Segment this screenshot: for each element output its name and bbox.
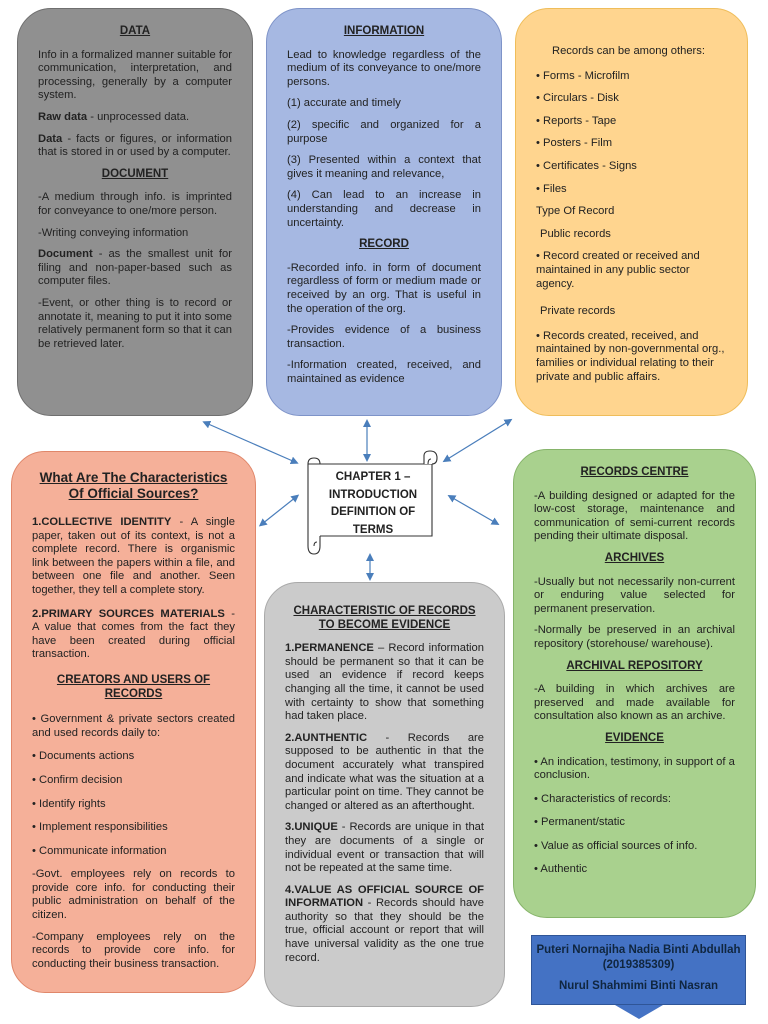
permanence-point: 1.PERMANENCE – Record information should be permanent so that it can be used an evidence if record keeps changing all the time, it cannot be used with certainty to show that something had taken place. [285,642,484,723]
archives-text-2: -Normally be preserved in an archival repository (storehouse/ warehouse). [534,624,735,650]
use-item: • Communicate information [32,844,167,857]
evidence-item: • Characteristics of records: [534,792,671,805]
official-sources-box [11,451,256,993]
data-term-line: Data - facts or figures, or information that is stored in or used by a computer. [38,132,232,159]
type-of-record-title: Type Of Record [536,205,615,218]
official-sources-title: What Are The Characteristics Of Official Sources? [39,470,228,501]
records-item: • Posters - Film [536,137,613,150]
document-def-4: -Event, or other thing is to record or annotate it, meaning to put it into some relatively permanent form so that it can be retrieved later. [38,296,232,350]
data-box [17,8,253,416]
records-item: • Certificates - Signs [536,159,637,172]
records-centre-heading: RECORDS CENTRE [580,466,689,478]
chapter-line: TERMS [352,523,394,536]
collective-identity: 1.COLLECTIVE IDENTITY - A single paper, taken out of its context, is not a complete record. There is organismic link between the papers within a file, and between one file and another. Seen together, they tell a complete story. [32,516,235,596]
records-item: • Files [536,182,567,195]
evidence-item: • Value as official sources of info. [534,839,698,852]
chapter-line: CHAPTER 1 – [335,471,411,483]
data-definition: Info in a formalized manner suitable for communication, interpretation, and processing, generally by a computer system. [38,48,232,102]
use-item: • Documents actions [32,750,135,763]
record-def-3: -Information created, received, and maintained as evidence [287,359,481,385]
arrow-to-characteristics [262,497,296,524]
author-box-pointer [615,1005,663,1019]
use-item: • Confirm decision [32,773,123,786]
private-records-title: Private records [540,305,616,318]
author-box [531,935,746,1005]
evidence-item: • Permanent/static [534,816,625,829]
company-employees-text: -Company employees rely on the records to provide core info. for conducting their business transaction. [32,930,235,970]
records-item: • Forms - Microfilm [536,69,630,82]
chapter-title [318,469,428,539]
records-types-box [515,8,748,416]
raw-data-line: Raw data - unprocessed data. [38,110,190,123]
archival-repository-heading: ARCHIVAL REPOSITORY [566,659,703,672]
records-centre-text: -A building designed or adapted for the low-cost storage, maintenance and communication of semi-current records pending their ultimate disposal. [534,489,735,543]
document-heading: DOCUMENT [101,167,169,180]
unique-point: 3.UNIQUE - Records are unique in that they are documents of a single or individual event or transaction that will not be repeated at the same time. [285,821,484,875]
use-item: • Implement responsibilities [32,821,168,834]
evidence-heading: EVIDENCE [605,731,664,744]
evidence-characteristics-box [264,582,505,1007]
arrow-to-archives [451,497,496,523]
information-definition: Lead to knowledge regardless of the medium of its conveyance to one/more persons. [287,48,481,88]
record-def-1: -Recorded info. in form of document regardless of form or medium made or received by an org. That is useful in the operation of the org. [287,261,481,315]
information-point-3: (3) Presented within a context that gives it meaning and relevance, [287,154,481,180]
records-intro: Records can be among others: [552,45,705,57]
information-box [266,8,502,416]
data-term: Data [38,132,63,145]
creators-intro: • Government & private sectors created and used records daily to: [32,713,235,739]
primary-sources: 2.PRIMARY SOURCES MATERIALS - A value that comes from the fact they have been created during official transaction. [32,607,235,661]
private-records-text: • Records created, received, and maintained by non-governmental org., families or individual relating to their private and public affairs. [536,329,725,383]
archival-repository-text: -A building in which archives are preserved and made available for consultation also known as an archive. [534,683,735,723]
evidence-item: • Authentic [534,863,588,876]
archives-box [513,449,756,918]
information-heading: INFORMATION [343,25,425,37]
archives-heading: ARCHIVES [604,551,665,564]
document-def-3: Document - as the smallest unit for filing and non-paper-based such as computer files. [38,248,232,288]
document-def-1: -A medium through info. is imprinted for conveyance to one/more person. [38,191,232,217]
record-heading: RECORD [359,238,409,251]
authentic-point: 2.AUNTHENTIC - Records are supposed to be authentic in that the document accurately what transpired and indicate what was the situation at a particular point on time. They cannot be changed or altered as an afterthought. [285,731,484,812]
data-heading: DATA [119,25,151,37]
use-item: • Identify rights [32,797,106,810]
govt-employees-text: -Govt. employees rely on records to provide core info. for conducting their public administration on behalf of the citizen. [32,868,235,922]
archives-text-1: -Usually but not necessarily non-current or enduring value selected for permanent preservation. [534,575,735,615]
information-point-2: (2) specific and organized for a purpose [287,118,481,145]
records-item: • Circulars - Disk [536,92,619,105]
document-def-2: -Writing conveying information [38,226,189,239]
information-point-1: (1) accurate and timely [287,97,401,110]
public-records-text: • Record created or received and maintained in any public sector agency. [536,250,700,290]
evidence-characteristics-title: CHARACTERISTIC OF RECORDS TO BECOME EVIDENCE [293,605,476,631]
raw-data-term: Raw data [38,110,88,123]
arrow-to-records [446,421,509,460]
creators-users-heading: CREATORS AND USERS OF RECORDS [56,673,211,700]
chapter-line: INTRODUCTION [328,488,418,501]
records-item: • Reports - Tape [536,114,617,127]
information-point-4: (4) Can lead to an increase in understanding and decrease in uncertainty. [287,189,481,229]
public-records-title: Public records [540,227,611,240]
record-def-2: -Provides evidence of a business transaction. [287,324,481,350]
author-name-1: Puteri Nornajiha Nadia Binti Abdullah (2019385309) [536,944,741,971]
document-term: Document [38,248,93,261]
evidence-item: • An indication, testimony, in support of a conclusion. [534,755,735,782]
chapter-line: DEFINITION OF [330,506,416,518]
author-name-2: Nurul Shahmimi Binti Nasran [558,980,719,992]
official-source-point: 4.VALUE AS OFFICIAL SOURCE OF INFORMATION - Records should have authority so that they should be the true, official account or report that will have universal validity as the one true record. [285,883,484,964]
